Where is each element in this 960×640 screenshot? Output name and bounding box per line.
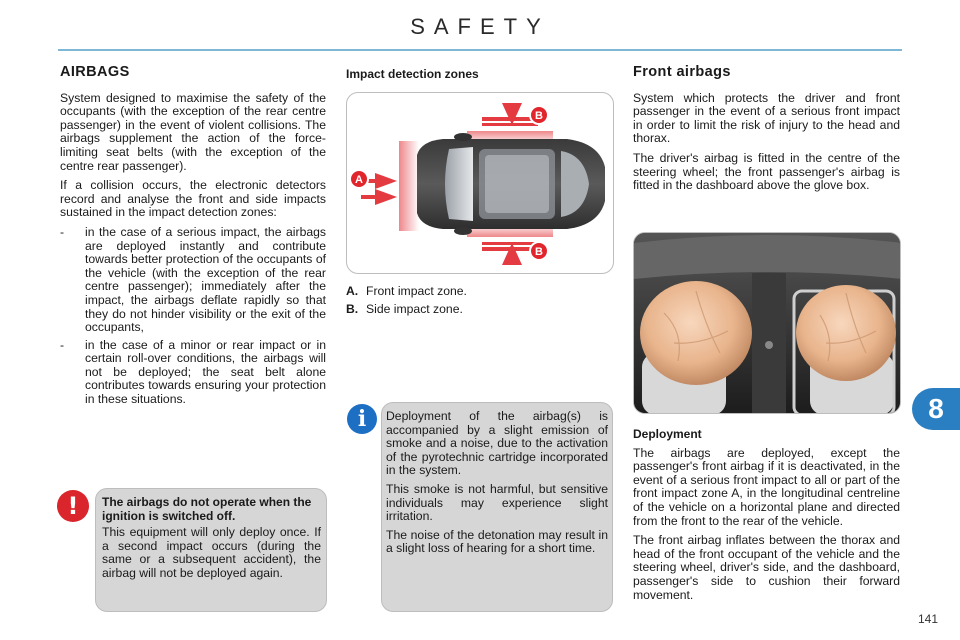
legend-key-b: B.	[346, 301, 359, 316]
deployment-section	[633, 428, 900, 608]
zone-a-label: A	[355, 174, 363, 186]
warning-text	[102, 496, 321, 586]
legend-text-b: Side impact zone.	[366, 301, 463, 316]
deployment-heading: Deployment	[633, 427, 702, 441]
legend-item-b	[346, 303, 612, 317]
page-number: 141	[917, 612, 938, 626]
front-airbags-location: The driver's airbag is fitted in the centre of the steering wheel; the front passenger's airbag is fitted in the dashboard above the glove box.	[633, 150, 900, 193]
deployment-inflation: The front airbag inflates between the thorax and head of the front occupant of the vehicle and the steering wheel, driver's side, and the dashboard, passenger's side to cushion their forward movement.	[633, 533, 900, 602]
airbags-intro: System designed to maximise the safety of the occupants (with the exception of the rear centre passenger) in the event of violent collisions. The airbags supplement the action of the force-limiting seat belts (with the exception of the centre rear passenger).	[60, 90, 326, 173]
zone-b-bottom-label: B	[535, 246, 543, 258]
chapter-tab[interactable]: 8	[912, 388, 960, 430]
front-airbags-heading: Front airbags	[633, 64, 731, 80]
airbags-heading: AIRBAGS	[60, 64, 130, 80]
impact-bullets	[60, 226, 326, 407]
impact-zones-diagram	[346, 92, 614, 274]
info-smoke-noise: Deployment of the airbag(s) is accompanied by a slight emission of smoke and a noise, due to the activation of the pyrotechnic cartridge incorporated in the system.	[386, 409, 608, 478]
zone-b-top-label: B	[535, 110, 543, 122]
deployment-conditions: The airbags are deployed, except the passenger's front airbag if it is deactivated, in the event of a serious front impact to all or part of the front impact zone A, in the longitudinal centreline of the vehicle on a horizontal plane and directed from the front to the rear of the vehicle.	[633, 445, 900, 528]
bullet-minor-impact: - in the case of a minor or rear impact or in certain roll-over conditions, the airbags will not be deployed; the seat belt alone contributes towards ensuring your protection in these situations.	[60, 339, 326, 407]
front-airbags-section	[633, 66, 900, 199]
legend-item-a	[346, 285, 612, 299]
bullet-serious-impact: - in the case of a serious impact, the airbags are deployed instantly and contribute towards better protection of the occupants of the vehicle (with the exception of the rear centre passenger); immediately after the impact, the airbags deflate rapidly so that they do not hinder visibility or the exit of the occupants,	[60, 226, 326, 335]
impact-zones-heading: Impact detection zones	[346, 67, 479, 81]
front-airbags-photo	[633, 232, 901, 414]
legend-key-a: A.	[346, 284, 359, 298]
airbags-collision-text: If a collision occurs, the electronic detectors record and analyse the front and side impacts sustained in the impact detection zones:	[60, 178, 326, 220]
info-smoke-harmless: This smoke is not harmful, but sensitive individuals may experience slight irritation.	[386, 481, 608, 524]
warning-title: The airbags do not operate when the ignition is switched off.	[102, 495, 312, 523]
front-airbags-intro: System which protects the driver and front passenger in the event of a serious front impact in order to limit the risk of injury to the head and thorax.	[633, 90, 900, 146]
header-divider	[58, 49, 902, 51]
impact-legend	[346, 285, 612, 320]
info-hearing: The noise of the detonation may result in a slight loss of hearing for a short time.	[386, 527, 608, 556]
deployed-airbags-illustration	[634, 233, 901, 414]
warning-body: This equipment will only deploy once. If a second impact occurs (during the same or a subsequent accident), the airbag will not be deployed again.	[102, 525, 321, 580]
page-title: SAFETY	[410, 14, 550, 39]
info-icon: i	[347, 404, 377, 434]
legend-text-a: Front impact zone.	[366, 284, 467, 298]
info-text	[386, 410, 608, 561]
airbags-section	[60, 66, 326, 411]
car-top-view-illustration	[347, 93, 614, 274]
warning-exclamation-icon: !	[57, 490, 89, 522]
